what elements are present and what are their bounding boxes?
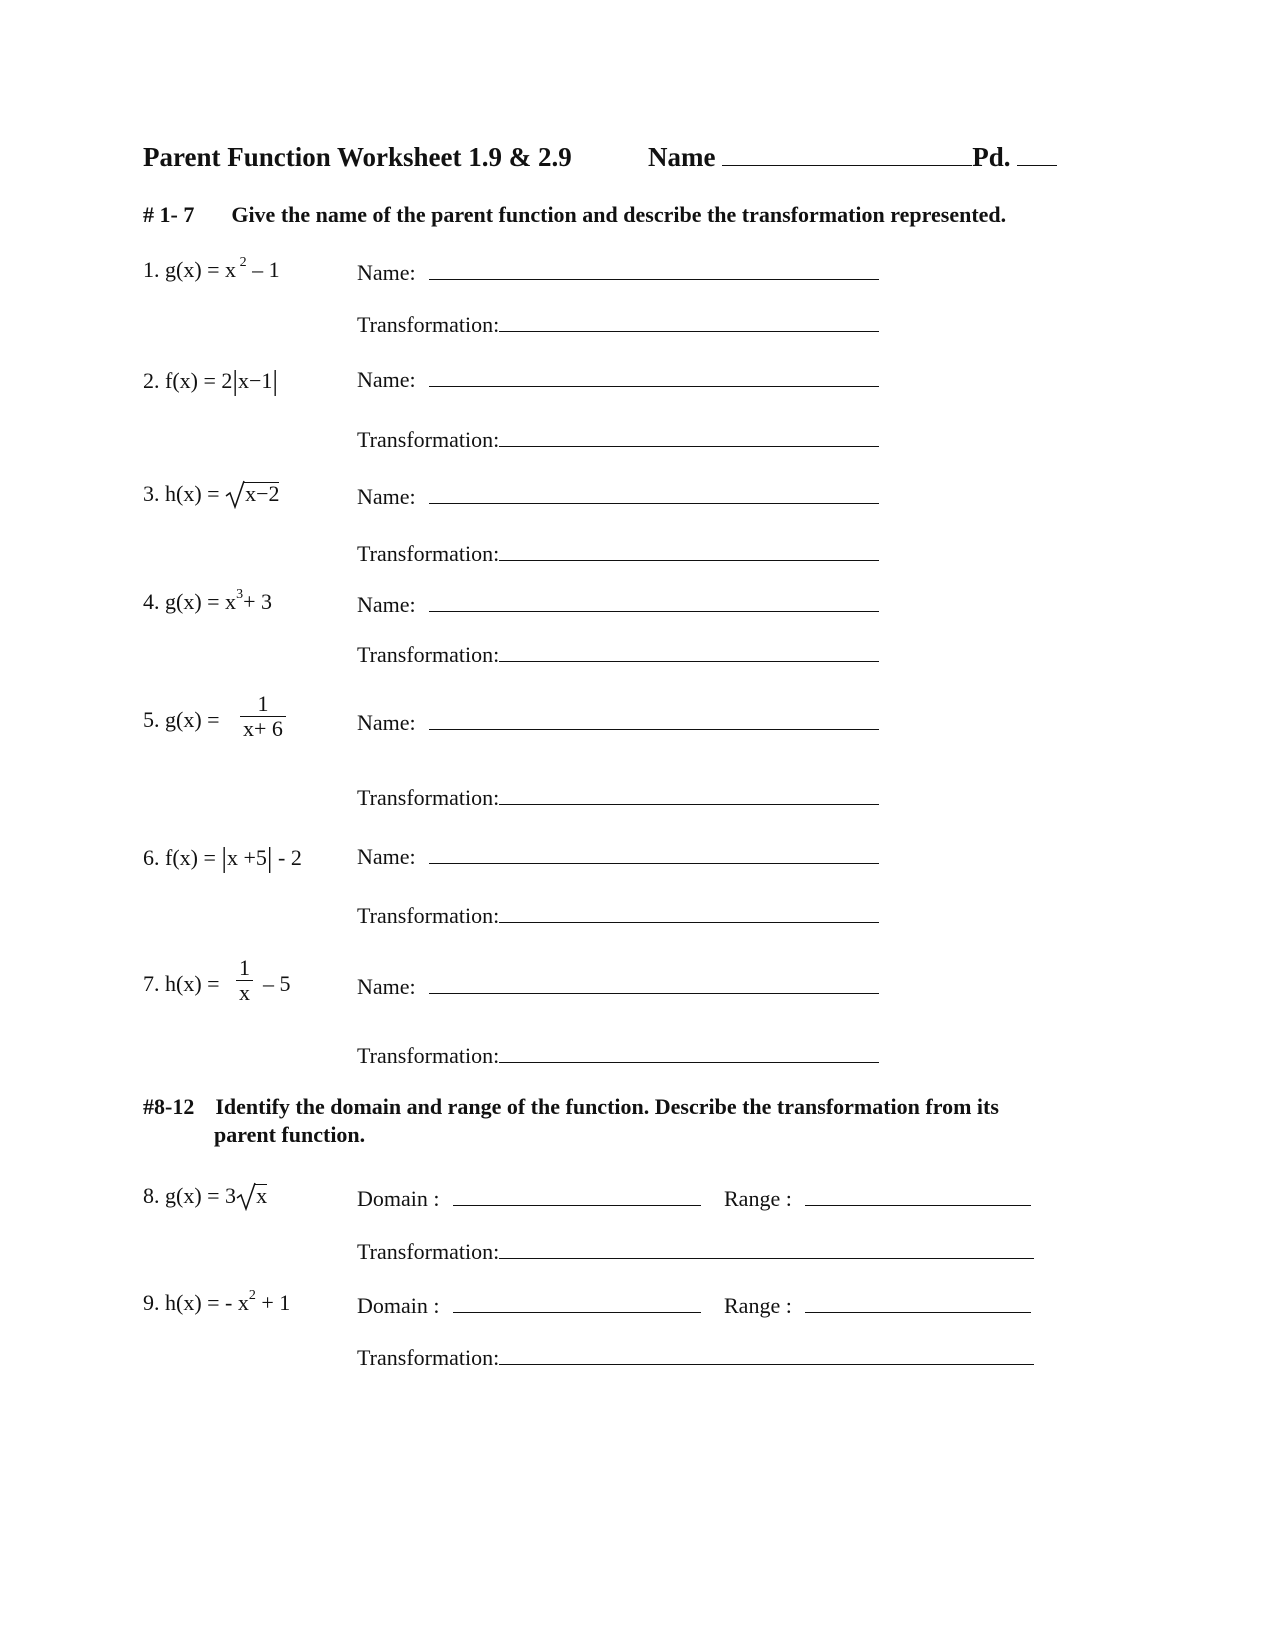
domain-answer-blank[interactable] <box>453 1290 701 1313</box>
name-line-6 <box>357 841 879 870</box>
name-label: Name: <box>357 974 416 999</box>
section2-heading-cont <box>214 1122 365 1148</box>
name-label: Name: <box>357 260 416 285</box>
name-line-5 <box>357 707 879 736</box>
transformation-line-1 <box>357 309 879 338</box>
transformation-line-5 <box>357 782 879 811</box>
exponent: 2 <box>248 1288 256 1303</box>
domain-label: Domain : <box>357 1293 440 1318</box>
function-rest: – 5 <box>263 971 291 996</box>
fraction <box>236 956 253 1005</box>
name-answer-blank[interactable] <box>429 589 879 612</box>
numerator: 1 <box>239 955 250 980</box>
name-answer-blank[interactable] <box>429 257 879 280</box>
function-lhs: f(x) = <box>165 845 222 870</box>
denominator: x <box>236 980 253 1005</box>
problem-7 <box>143 971 220 997</box>
name-line-7 <box>357 971 879 1000</box>
transformation-line-2 <box>357 424 879 453</box>
transformation-answer-blank[interactable] <box>499 1040 879 1063</box>
section2-heading <box>143 1094 999 1120</box>
transformation-label: Transformation: <box>357 642 500 667</box>
transformation-answer-blank[interactable] <box>499 309 879 332</box>
problem-9 <box>143 1290 290 1316</box>
transformation-line-7 <box>357 1040 879 1069</box>
transformation-line-3 <box>357 538 879 567</box>
problem-4 <box>143 589 272 615</box>
transformation-label: Transformation: <box>357 903 500 928</box>
name-answer-blank[interactable] <box>429 707 879 730</box>
function-rest: + 3 <box>243 589 272 614</box>
radicand: x−2 <box>245 481 280 506</box>
transformation-line-9 <box>357 1342 1034 1371</box>
radical <box>236 1183 267 1209</box>
exponent: 2 <box>239 255 247 270</box>
transformation-answer-blank[interactable] <box>499 900 879 923</box>
range-answer-blank[interactable] <box>805 1290 1031 1313</box>
problem-number: 3. <box>143 481 160 506</box>
transformation-answer-blank[interactable] <box>499 782 879 805</box>
section2-instruction-line2: parent function. <box>214 1122 366 1147</box>
problem-1 <box>143 257 280 283</box>
name-label: Name: <box>357 367 416 392</box>
name-label: Name: <box>357 484 416 509</box>
section2-number: #8-12 <box>143 1094 195 1119</box>
name-label: Name: <box>357 710 416 735</box>
denominator: x+ 6 <box>240 716 286 741</box>
transformation-label: Transformation: <box>357 1043 500 1068</box>
exponent: 3 <box>236 587 244 602</box>
domain-label: Domain : <box>357 1186 440 1211</box>
fraction-5 <box>240 693 286 742</box>
name-label: Name: <box>357 592 416 617</box>
problem-number: 9. <box>143 1290 160 1315</box>
name-line-3 <box>357 481 879 510</box>
function-lhs: g(x) = 3 <box>165 1183 237 1208</box>
coefficient: 2 <box>221 368 233 393</box>
numerator: 1 <box>257 691 269 716</box>
problem-8 <box>143 1183 267 1209</box>
transformation-label: Transformation: <box>357 312 500 337</box>
pd-label: Pd. <box>972 142 1011 172</box>
title-text: Parent Function Worksheet 1.9 & 2.9 <box>143 142 572 172</box>
range-label: Range : <box>724 1186 792 1211</box>
fraction-7 <box>236 957 253 1006</box>
section1-heading <box>143 202 1006 228</box>
fraction <box>240 692 286 741</box>
domain-range-line-9 <box>357 1290 1031 1319</box>
transformation-answer-blank[interactable] <box>499 424 879 447</box>
transformation-label: Transformation: <box>357 541 500 566</box>
abs-inner: x +5 <box>227 845 267 870</box>
name-answer-blank[interactable] <box>429 364 879 387</box>
transformation-answer-blank[interactable] <box>499 639 879 662</box>
abs-bar-right: | <box>272 366 279 397</box>
problem-5 <box>143 707 220 733</box>
domain-range-line-8 <box>357 1183 1031 1212</box>
function-lhs: h(x) = - x <box>165 1290 249 1315</box>
function-rest: - 2 <box>272 845 302 870</box>
function-rest-7 <box>263 971 291 997</box>
name-line-1 <box>357 257 879 286</box>
name-blank[interactable] <box>722 143 972 166</box>
function-lhs: g(x) = x <box>165 589 237 614</box>
problem-number: 1. <box>143 257 160 282</box>
abs-bar-right: | <box>266 843 273 874</box>
transformation-line-4 <box>357 639 879 668</box>
transformation-label: Transformation: <box>357 427 500 452</box>
domain-answer-blank[interactable] <box>453 1183 701 1206</box>
section2-instruction-line1: Identify the domain and range of the function. Describe the transformation from its <box>215 1094 999 1119</box>
radicand: x <box>256 1183 268 1208</box>
name-answer-blank[interactable] <box>429 841 879 864</box>
function-lhs: h(x) = <box>165 971 220 996</box>
name-field <box>648 142 1057 173</box>
abs-inner: x−1 <box>238 368 273 393</box>
transformation-answer-blank[interactable] <box>499 1236 1034 1259</box>
transformation-line-8 <box>357 1236 1034 1265</box>
problem-number: 2. <box>143 368 160 393</box>
name-line-4 <box>357 589 879 618</box>
problem-number: 8. <box>143 1183 160 1208</box>
section1-instruction: Give the name of the parent function and describe the transformation represented. <box>231 202 1007 227</box>
problem-2 <box>143 364 278 396</box>
function-lhs: g(x) = x <box>165 257 237 282</box>
problem-3 <box>143 481 279 507</box>
transformation-label: Transformation: <box>357 1239 500 1264</box>
name-label: Name: <box>357 844 416 869</box>
problem-number: 7. <box>143 971 160 996</box>
transformation-answer-blank[interactable] <box>499 1342 1034 1365</box>
function-rest: – 1 <box>246 257 280 282</box>
transformation-label: Transformation: <box>357 1345 500 1370</box>
radical-sign-icon <box>236 1181 256 1211</box>
pd-blank[interactable] <box>1017 143 1057 166</box>
problem-number: 5. <box>143 707 160 732</box>
problem-6 <box>143 841 302 873</box>
problem-number: 6. <box>143 845 160 870</box>
range-label: Range : <box>724 1293 792 1318</box>
function-lhs: f(x) = <box>165 368 222 393</box>
transformation-answer-blank[interactable] <box>499 538 879 561</box>
function-lhs: h(x) = <box>165 481 226 506</box>
abs-bar-left: | <box>221 843 227 874</box>
abs-bar-left: | <box>232 366 238 397</box>
name-answer-blank[interactable] <box>429 481 879 504</box>
problem-number: 4. <box>143 589 160 614</box>
transformation-line-6 <box>357 900 879 929</box>
function-rest: + 1 <box>255 1290 291 1315</box>
range-answer-blank[interactable] <box>805 1183 1031 1206</box>
name-line-2 <box>357 364 879 393</box>
worksheet-title <box>143 142 572 173</box>
name-answer-blank[interactable] <box>429 971 879 994</box>
section1-number: # 1- 7 <box>143 202 195 227</box>
transformation-label: Transformation: <box>357 785 500 810</box>
name-label: Name <box>648 142 716 172</box>
radical-sign-icon <box>225 479 245 509</box>
radical <box>225 481 279 507</box>
function-lhs: g(x) = <box>165 707 220 732</box>
